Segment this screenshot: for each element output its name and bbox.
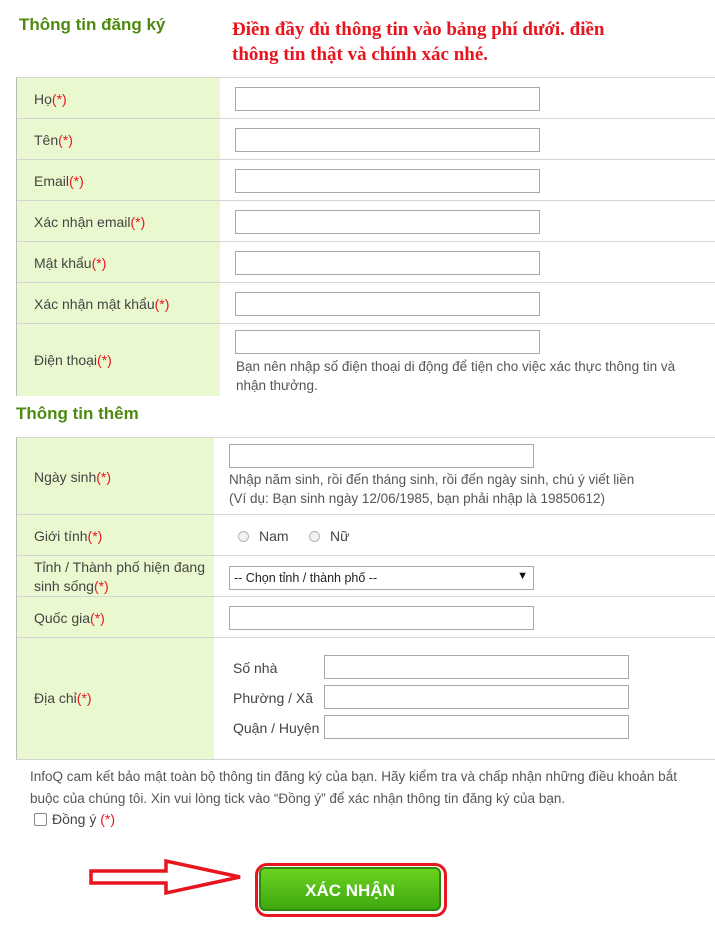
notice-line-2: thông tin thật và chính xác nhé. [232,44,489,65]
field-row-password [17,242,715,283]
field-label-birthday: Ngày sinh(*) [34,469,112,485]
birthday-input[interactable] [229,444,534,468]
gender-female-label[interactable]: Nữ [330,528,350,544]
registration-form-table [16,77,715,396]
district-label: Quận / Huyện [233,720,320,736]
field-row-last-name [17,78,715,119]
confirm-email-input[interactable] [235,210,540,234]
district-input[interactable] [324,715,629,739]
field-label-gender: Giới tính(*) [34,528,103,544]
field-label-cell [17,242,220,282]
field-label-cell [17,438,214,514]
field-label-email: Email(*) [34,173,84,189]
field-row-first-name [17,119,715,160]
field-label-phone: Điện thoại(*) [34,352,112,368]
field-row-confirm-email [17,201,715,242]
birthday-hint-line-1: Nhập năm sinh, rồi đến tháng sinh, rồi đến ngày sinh, chú ý viết liền [229,472,635,487]
field-label-cell [17,160,220,200]
phone-input[interactable] [235,330,540,354]
house-number-input[interactable] [324,655,629,679]
province-select-value: -- Chọn tỉnh / thành phố -- [234,571,378,585]
field-row-province [17,556,715,597]
highlight-ring [255,863,447,917]
terms-line-2: buộc của chúng tôi. Xin vui lòng tick vào “Đồng ý” để xác nhận thông tin đăng ký của bạn. [30,791,566,806]
phone-hint [236,357,715,395]
field-row-gender [17,515,715,556]
terms-line-1: InfoQ cam kết bảo mật toàn bộ thông tin đăng ký của bạn. Hãy kiểm tra và chấp nhận những điều khoản bắt [30,769,677,784]
dropdown-arrow-icon: ▼ [517,570,528,582]
country-input[interactable] [229,606,534,630]
first-name-input[interactable] [235,128,540,152]
submit-area [255,863,445,915]
house-number-label: Số nhà [233,660,278,676]
field-label-first-name: Tên(*) [34,132,73,148]
field-label-cell [17,201,220,241]
field-row-phone [17,324,715,396]
arrow-annotation-icon [88,858,248,896]
agree-checkbox[interactable] [34,813,47,826]
gender-male-label[interactable]: Nam [259,528,289,544]
field-label-cell [17,324,220,396]
field-label-cell [17,515,214,555]
field-label-last-name: Họ(*) [34,91,67,107]
terms-text [30,766,715,810]
field-row-address [17,638,715,759]
field-row-email [17,160,715,201]
gender-female-radio[interactable] [309,531,320,542]
confirm-password-input[interactable] [235,292,540,316]
phone-hint-line-2: nhận thưởng. [236,378,318,393]
email-input[interactable] [235,169,540,193]
birthday-hint [229,470,709,508]
field-label-cell [17,597,214,637]
ward-label: Phường / Xã [233,690,314,706]
birthday-hint-line-2: (Ví dụ: Bạn sinh ngày 12/06/1985, bạn phải nhập là 19850612) [229,491,606,506]
submit-button[interactable]: XÁC NHẬN [259,867,441,911]
notice-text [232,17,605,67]
field-label-cell [17,283,220,323]
section-title-registration: Thông tin đăng ký [19,15,166,34]
field-label-cell [17,119,220,159]
notice-line-1: Điền đầy đủ thông tin vào bảng phí dưới. điền [232,19,605,40]
field-label-province: Tỉnh / Thành phố hiện đang sinh sống(*) [34,559,205,594]
field-row-birthday [17,438,715,515]
field-label-password: Mật khẩu(*) [34,255,107,271]
ward-input[interactable] [324,685,629,709]
field-label-cell [17,638,214,759]
field-row-confirm-password [17,283,715,324]
last-name-input[interactable] [235,87,540,111]
field-row-country [17,597,715,638]
password-input[interactable] [235,251,540,275]
field-label-country: Quốc gia(*) [34,610,105,626]
province-select[interactable] [229,566,534,590]
section-title-additional: Thông tin thêm [16,404,139,423]
field-label-confirm-email: Xác nhận email(*) [34,214,146,230]
field-label-confirm-password: Xác nhận mật khẩu(*) [34,296,170,312]
field-label-cell [17,556,214,596]
field-label-cell [17,78,220,118]
field-label-address: Địa chỉ(*) [34,690,92,706]
gender-male-radio[interactable] [238,531,249,542]
additional-form-table [16,437,715,760]
agree-label[interactable]: Đồng ý (*) [52,811,116,827]
phone-hint-line-1: Bạn nên nhập số điện thoại di động để tiện cho việc xác thực thông tin và [236,359,676,374]
